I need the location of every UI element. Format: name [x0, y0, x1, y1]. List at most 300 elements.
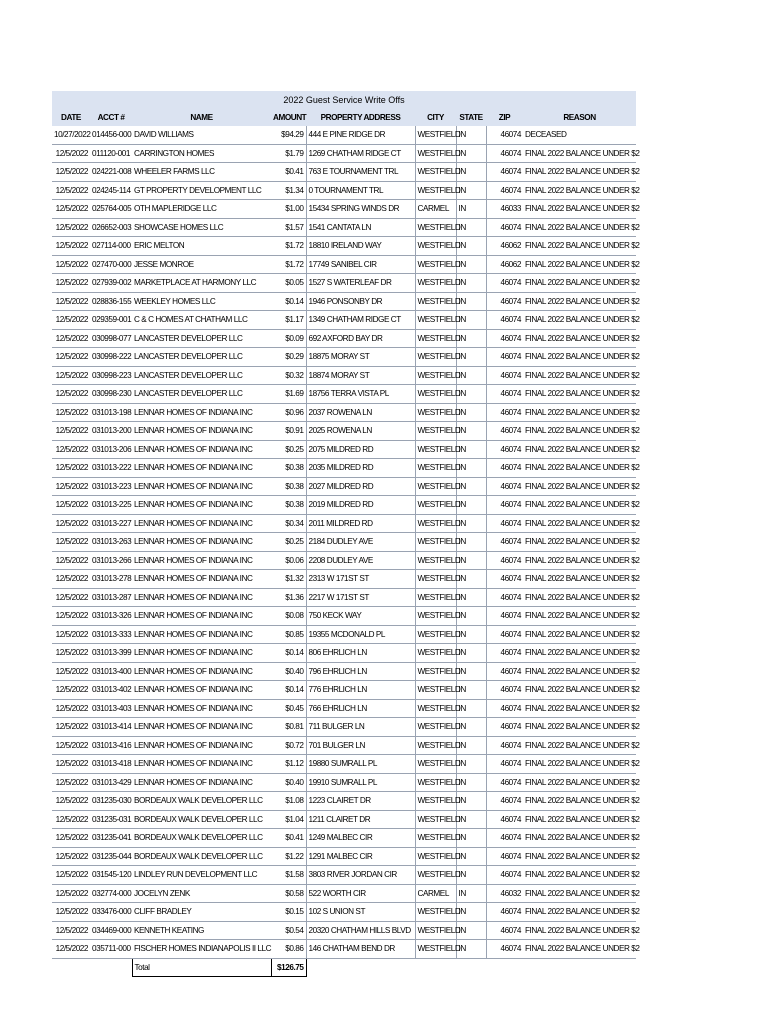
cell-acct: 032774-000 [90, 884, 132, 903]
table-row [52, 866, 636, 885]
cell-amount: $0.96 [271, 403, 306, 422]
cell-zip: 46074 [486, 940, 523, 959]
table-row [52, 348, 636, 367]
cell-amount: $0.38 [271, 496, 306, 515]
cell-state: IN [456, 385, 486, 404]
cell-state: IN [456, 477, 486, 496]
cell-date: 12/5/2022 [52, 311, 90, 330]
cell-date: 12/5/2022 [52, 200, 90, 219]
cell-zip: 46074 [486, 921, 523, 940]
cell-address: 0 TOURNAMENT TRL [306, 181, 415, 200]
cell-acct: 027939-002 [90, 274, 132, 293]
col-header-name: NAME [132, 109, 271, 126]
cell-name: MARKETPLACE AT HARMONY LLC [132, 274, 271, 293]
cell-zip: 46074 [486, 440, 523, 459]
cell-city: WESTFIELD [415, 292, 456, 311]
cell-reason: FINAL 2022 BALANCE UNDER $2 [523, 866, 636, 885]
cell-address: 2184 DUDLEY AVE [306, 533, 415, 552]
cell-reason: FINAL 2022 BALANCE UNDER $2 [523, 385, 636, 404]
table-row [52, 570, 636, 589]
cell-address: 19355 MCDONALD PL [306, 625, 415, 644]
cell-reason: FINAL 2022 BALANCE UNDER $2 [523, 237, 636, 256]
cell-amount: $1.79 [271, 144, 306, 163]
cell-zip: 46074 [486, 292, 523, 311]
cell-acct: 030998-230 [90, 385, 132, 404]
cell-state: IN [456, 440, 486, 459]
table-row [52, 810, 636, 829]
cell-acct: 031013-263 [90, 533, 132, 552]
table-row [52, 533, 636, 552]
cell-state: IN [456, 274, 486, 293]
cell-city: CARMEL [415, 884, 456, 903]
cell-address: 146 CHATHAM BEND DR [306, 940, 415, 959]
cell-reason: FINAL 2022 BALANCE UNDER $2 [523, 255, 636, 274]
cell-amount: $1.00 [271, 200, 306, 219]
cell-address: 15434 SPRING WINDS DR [306, 200, 415, 219]
col-header-date: DATE [52, 109, 90, 126]
cell-zip: 46074 [486, 792, 523, 811]
cell-zip: 46074 [486, 736, 523, 755]
cell-city: WESTFIELD [415, 662, 456, 681]
cell-zip: 46074 [486, 588, 523, 607]
cell-acct: 031013-206 [90, 440, 132, 459]
table-row [52, 921, 636, 940]
cell-date: 12/5/2022 [52, 681, 90, 700]
table-row [52, 200, 636, 219]
cell-reason: FINAL 2022 BALANCE UNDER $2 [523, 292, 636, 311]
cell-date: 12/5/2022 [52, 662, 90, 681]
cell-state: IN [456, 163, 486, 182]
col-header-reason: REASON [523, 109, 636, 126]
cell-date: 12/5/2022 [52, 237, 90, 256]
cell-amount: $0.14 [271, 644, 306, 663]
cell-reason: FINAL 2022 BALANCE UNDER $2 [523, 921, 636, 940]
cell-amount: $0.05 [271, 274, 306, 293]
table-row [52, 792, 636, 811]
cell-reason: FINAL 2022 BALANCE UNDER $2 [523, 940, 636, 959]
cell-zip: 46074 [486, 699, 523, 718]
cell-zip: 46074 [486, 847, 523, 866]
cell-city: WESTFIELD [415, 644, 456, 663]
cell-zip: 46074 [486, 681, 523, 700]
table-row [52, 144, 636, 163]
cell-city: WESTFIELD [415, 607, 456, 626]
cell-name: FISCHER HOMES INDIANAPOLIS II LLC [132, 940, 271, 959]
cell-amount: $1.08 [271, 792, 306, 811]
cell-state: IN [456, 533, 486, 552]
cell-state: IN [456, 662, 486, 681]
cell-reason: FINAL 2022 BALANCE UNDER $2 [523, 607, 636, 626]
cell-reason: FINAL 2022 BALANCE UNDER $2 [523, 792, 636, 811]
cell-address: 1269 CHATHAM RIDGE CT [306, 144, 415, 163]
cell-acct: 031235-030 [90, 792, 132, 811]
cell-date: 12/5/2022 [52, 625, 90, 644]
cell-reason: FINAL 2022 BALANCE UNDER $2 [523, 348, 636, 367]
table-row [52, 607, 636, 626]
cell-acct: 031013-287 [90, 588, 132, 607]
cell-date: 12/5/2022 [52, 292, 90, 311]
cell-date: 12/5/2022 [52, 829, 90, 848]
cell-reason: FINAL 2022 BALANCE UNDER $2 [523, 570, 636, 589]
cell-state: IN [456, 847, 486, 866]
cell-city: CARMEL [415, 200, 456, 219]
cell-zip: 46074 [486, 126, 523, 144]
cell-acct: 027114-000 [90, 237, 132, 256]
cell-amount: $0.40 [271, 662, 306, 681]
cell-amount: $0.38 [271, 477, 306, 496]
cell-acct: 028836-155 [90, 292, 132, 311]
cell-date: 12/5/2022 [52, 385, 90, 404]
cell-amount: $0.06 [271, 551, 306, 570]
cell-date: 12/5/2022 [52, 940, 90, 959]
cell-reason: FINAL 2022 BALANCE UNDER $2 [523, 181, 636, 200]
cell-city: WESTFIELD [415, 551, 456, 570]
cell-acct: 034469-000 [90, 921, 132, 940]
table-row [52, 588, 636, 607]
cell-acct: 031013-402 [90, 681, 132, 700]
cell-amount: $0.41 [271, 829, 306, 848]
cell-state: IN [456, 126, 486, 144]
cell-name: BORDEAUX WALK DEVELOPER LLC [132, 810, 271, 829]
cell-zip: 46074 [486, 366, 523, 385]
cell-reason: FINAL 2022 BALANCE UNDER $2 [523, 903, 636, 922]
cell-reason: FINAL 2022 BALANCE UNDER $2 [523, 773, 636, 792]
cell-zip: 46074 [486, 533, 523, 552]
cell-city: WESTFIELD [415, 218, 456, 237]
cell-date: 12/5/2022 [52, 644, 90, 663]
cell-address: 2075 MILDRED RD [306, 440, 415, 459]
cell-acct: 031013-222 [90, 459, 132, 478]
table-row [52, 126, 636, 144]
cell-amount: $0.41 [271, 163, 306, 182]
cell-reason: FINAL 2022 BALANCE UNDER $2 [523, 329, 636, 348]
cell-amount: $0.34 [271, 514, 306, 533]
cell-state: IN [456, 903, 486, 922]
total-row [52, 958, 636, 977]
cell-acct: 031013-266 [90, 551, 132, 570]
cell-state: IN [456, 588, 486, 607]
cell-reason: FINAL 2022 BALANCE UNDER $2 [523, 274, 636, 293]
cell-state: IN [456, 718, 486, 737]
cell-reason: FINAL 2022 BALANCE UNDER $2 [523, 311, 636, 330]
cell-state: IN [456, 329, 486, 348]
cell-amount: $0.81 [271, 718, 306, 737]
cell-reason: FINAL 2022 BALANCE UNDER $2 [523, 163, 636, 182]
table-row [52, 163, 636, 182]
cell-acct: 030998-223 [90, 366, 132, 385]
header-row [52, 109, 636, 126]
cell-address: 3803 RIVER JORDAN CIR [306, 866, 415, 885]
cell-date: 12/5/2022 [52, 329, 90, 348]
cell-zip: 46074 [486, 144, 523, 163]
cell-date: 12/5/2022 [52, 459, 90, 478]
cell-name: LENNAR HOMES OF INDIANA INC [132, 459, 271, 478]
cell-zip: 46074 [486, 607, 523, 626]
cell-reason: FINAL 2022 BALANCE UNDER $2 [523, 625, 636, 644]
cell-name: ERIC MELTON [132, 237, 271, 256]
cell-amount: $0.09 [271, 329, 306, 348]
cell-reason: FINAL 2022 BALANCE UNDER $2 [523, 551, 636, 570]
cell-reason: FINAL 2022 BALANCE UNDER $2 [523, 422, 636, 441]
col-header-amount: AMOUNT [271, 109, 306, 126]
cell-state: IN [456, 218, 486, 237]
cell-zip: 46074 [486, 459, 523, 478]
cell-address: 17749 SANIBEL CIR [306, 255, 415, 274]
cell-acct: 031013-400 [90, 662, 132, 681]
cell-reason: FINAL 2022 BALANCE UNDER $2 [523, 847, 636, 866]
cell-zip: 46074 [486, 625, 523, 644]
cell-zip: 46074 [486, 218, 523, 237]
table-row [52, 829, 636, 848]
cell-city: WESTFIELD [415, 940, 456, 959]
cell-acct: 031235-041 [90, 829, 132, 848]
cell-amount: $1.58 [271, 866, 306, 885]
cell-amount: $1.32 [271, 570, 306, 589]
table-row [52, 292, 636, 311]
cell-amount: $0.86 [271, 940, 306, 959]
cell-city: WESTFIELD [415, 255, 456, 274]
cell-name: CARRINGTON HOMES [132, 144, 271, 163]
cell-address: 776 EHRLICH LN [306, 681, 415, 700]
table-row [52, 255, 636, 274]
cell-city: WESTFIELD [415, 699, 456, 718]
cell-address: 2037 ROWENA LN [306, 403, 415, 422]
cell-date: 12/5/2022 [52, 607, 90, 626]
cell-amount: $0.54 [271, 921, 306, 940]
cell-acct: 027470-000 [90, 255, 132, 274]
cell-name: LENNAR HOMES OF INDIANA INC [132, 588, 271, 607]
cell-state: IN [456, 829, 486, 848]
cell-name: LENNAR HOMES OF INDIANA INC [132, 644, 271, 663]
cell-city: WESTFIELD [415, 588, 456, 607]
table-row [52, 681, 636, 700]
cell-state: IN [456, 884, 486, 903]
cell-zip: 46062 [486, 255, 523, 274]
cell-name: SHOWCASE HOMES LLC [132, 218, 271, 237]
cell-name: BORDEAUX WALK DEVELOPER LLC [132, 847, 271, 866]
cell-address: 1349 CHATHAM RIDGE CT [306, 311, 415, 330]
cell-city: WESTFIELD [415, 144, 456, 163]
cell-date: 12/5/2022 [52, 366, 90, 385]
cell-date: 12/5/2022 [52, 514, 90, 533]
table-row [52, 773, 636, 792]
table-row [52, 662, 636, 681]
cell-state: IN [456, 773, 486, 792]
cell-acct: 031013-223 [90, 477, 132, 496]
cell-city: WESTFIELD [415, 570, 456, 589]
cell-address: 19910 SUMRALL PL [306, 773, 415, 792]
cell-zip: 46074 [486, 810, 523, 829]
cell-address: 18874 MORAY ST [306, 366, 415, 385]
cell-name: LENNAR HOMES OF INDIANA INC [132, 514, 271, 533]
cell-address: 763 E TOURNAMENT TRL [306, 163, 415, 182]
cell-zip: 46074 [486, 829, 523, 848]
cell-address: 1946 PONSONBY DR [306, 292, 415, 311]
table-row [52, 699, 636, 718]
cell-amount: $0.40 [271, 773, 306, 792]
cell-amount: $1.22 [271, 847, 306, 866]
table-row [52, 274, 636, 293]
cell-zip: 46074 [486, 329, 523, 348]
cell-city: WESTFIELD [415, 514, 456, 533]
cell-state: IN [456, 792, 486, 811]
cell-state: IN [456, 144, 486, 163]
cell-amount: $1.12 [271, 755, 306, 774]
cell-acct: 031013-414 [90, 718, 132, 737]
table-row [52, 551, 636, 570]
cell-date: 12/5/2022 [52, 903, 90, 922]
table-row [52, 847, 636, 866]
cell-name: LENNAR HOMES OF INDIANA INC [132, 477, 271, 496]
col-header-zip: ZIP [486, 109, 523, 126]
cell-address: 102 S UNION ST [306, 903, 415, 922]
cell-zip: 46074 [486, 477, 523, 496]
cell-zip: 46074 [486, 514, 523, 533]
cell-city: WESTFIELD [415, 773, 456, 792]
cell-acct: 031013-333 [90, 625, 132, 644]
cell-address: 2313 W 171ST ST [306, 570, 415, 589]
cell-name: LENNAR HOMES OF INDIANA INC [132, 681, 271, 700]
cell-state: IN [456, 644, 486, 663]
cell-name: OTH MAPLERIDGE LLC [132, 200, 271, 219]
cell-state: IN [456, 736, 486, 755]
cell-reason: FINAL 2022 BALANCE UNDER $2 [523, 218, 636, 237]
table-row [52, 477, 636, 496]
cell-city: WESTFIELD [415, 477, 456, 496]
cell-amount: $0.15 [271, 903, 306, 922]
cell-acct: 024221-008 [90, 163, 132, 182]
cell-amount: $0.29 [271, 348, 306, 367]
cell-city: WESTFIELD [415, 792, 456, 811]
cell-date: 10/27/2022 [52, 126, 90, 144]
cell-reason: FINAL 2022 BALANCE UNDER $2 [523, 403, 636, 422]
col-header-city: CITY [415, 109, 456, 126]
cell-date: 12/5/2022 [52, 440, 90, 459]
table-row [52, 311, 636, 330]
cell-zip: 46074 [486, 311, 523, 330]
cell-date: 12/5/2022 [52, 736, 90, 755]
cell-name: LENNAR HOMES OF INDIANA INC [132, 662, 271, 681]
cell-address: 701 BULGER LN [306, 736, 415, 755]
cell-address: 444 E PINE RIDGE DR [306, 126, 415, 144]
cell-reason: FINAL 2022 BALANCE UNDER $2 [523, 755, 636, 774]
cell-amount: $0.45 [271, 699, 306, 718]
cell-amount: $0.38 [271, 459, 306, 478]
cell-date: 12/5/2022 [52, 810, 90, 829]
cell-reason: FINAL 2022 BALANCE UNDER $2 [523, 884, 636, 903]
cell-acct: 033476-000 [90, 903, 132, 922]
cell-city: WESTFIELD [415, 903, 456, 922]
cell-acct: 031013-403 [90, 699, 132, 718]
cell-name: LENNAR HOMES OF INDIANA INC [132, 570, 271, 589]
cell-address: 2019 MILDRED RD [306, 496, 415, 515]
cell-state: IN [456, 607, 486, 626]
cell-reason: FINAL 2022 BALANCE UNDER $2 [523, 736, 636, 755]
cell-date: 12/5/2022 [52, 255, 90, 274]
cell-city: WESTFIELD [415, 422, 456, 441]
cell-acct: 031013-399 [90, 644, 132, 663]
table-row [52, 329, 636, 348]
cell-date: 12/5/2022 [52, 570, 90, 589]
cell-amount: $0.32 [271, 366, 306, 385]
cell-address: 522 WORTH CIR [306, 884, 415, 903]
table-row [52, 644, 636, 663]
cell-acct: 031013-227 [90, 514, 132, 533]
cell-date: 12/5/2022 [52, 274, 90, 293]
cell-city: WESTFIELD [415, 866, 456, 885]
table-row [52, 366, 636, 385]
cell-amount: $0.58 [271, 884, 306, 903]
cell-state: IN [456, 866, 486, 885]
total-amount: $126.75 [271, 958, 306, 977]
cell-date: 12/5/2022 [52, 755, 90, 774]
cell-zip: 46074 [486, 773, 523, 792]
cell-city: WESTFIELD [415, 533, 456, 552]
cell-state: IN [456, 459, 486, 478]
cell-address: 2011 MILDRED RD [306, 514, 415, 533]
cell-name: CLIFF BRADLEY [132, 903, 271, 922]
cell-date: 12/5/2022 [52, 718, 90, 737]
cell-date: 12/5/2022 [52, 847, 90, 866]
table-row [52, 218, 636, 237]
cell-zip: 46032 [486, 884, 523, 903]
total-label: Total [132, 958, 271, 977]
cell-name: LENNAR HOMES OF INDIANA INC [132, 736, 271, 755]
cell-city: WESTFIELD [415, 403, 456, 422]
cell-name: KENNETH KEATING [132, 921, 271, 940]
col-header-address: PROPERTY ADDRESS [306, 109, 415, 126]
cell-acct: 031013-225 [90, 496, 132, 515]
table-row [52, 237, 636, 256]
cell-date: 12/5/2022 [52, 477, 90, 496]
cell-city: WESTFIELD [415, 329, 456, 348]
cell-zip: 46074 [486, 755, 523, 774]
cell-name: GT PROPERTY DEVELOPMENT LLC [132, 181, 271, 200]
cell-address: 1223 CLAIRET DR [306, 792, 415, 811]
cell-reason: FINAL 2022 BALANCE UNDER $2 [523, 496, 636, 515]
table-row [52, 181, 636, 200]
cell-amount: $1.17 [271, 311, 306, 330]
cell-name: LENNAR HOMES OF INDIANA INC [132, 496, 271, 515]
cell-reason: FINAL 2022 BALANCE UNDER $2 [523, 588, 636, 607]
cell-name: LENNAR HOMES OF INDIANA INC [132, 422, 271, 441]
table-row [52, 718, 636, 737]
cell-state: IN [456, 921, 486, 940]
cell-amount: $1.69 [271, 385, 306, 404]
cell-acct: 031013-416 [90, 736, 132, 755]
cell-name: LENNAR HOMES OF INDIANA INC [132, 773, 271, 792]
cell-reason: FINAL 2022 BALANCE UNDER $2 [523, 810, 636, 829]
cell-state: IN [456, 514, 486, 533]
cell-acct: 031013-278 [90, 570, 132, 589]
cell-city: WESTFIELD [415, 348, 456, 367]
cell-amount: $0.85 [271, 625, 306, 644]
cell-date: 12/5/2022 [52, 551, 90, 570]
cell-city: WESTFIELD [415, 625, 456, 644]
cell-address: 19880 SUMRALL PL [306, 755, 415, 774]
cell-name: WHEELER FARMS LLC [132, 163, 271, 182]
cell-zip: 46074 [486, 496, 523, 515]
table-row [52, 625, 636, 644]
table-row [52, 884, 636, 903]
cell-reason: FINAL 2022 BALANCE UNDER $2 [523, 200, 636, 219]
cell-name: LENNAR HOMES OF INDIANA INC [132, 625, 271, 644]
cell-name: LANCASTER DEVELOPER LLC [132, 385, 271, 404]
table-row [52, 736, 636, 755]
cell-zip: 46074 [486, 274, 523, 293]
cell-acct: 031545-120 [90, 866, 132, 885]
cell-date: 12/5/2022 [52, 699, 90, 718]
